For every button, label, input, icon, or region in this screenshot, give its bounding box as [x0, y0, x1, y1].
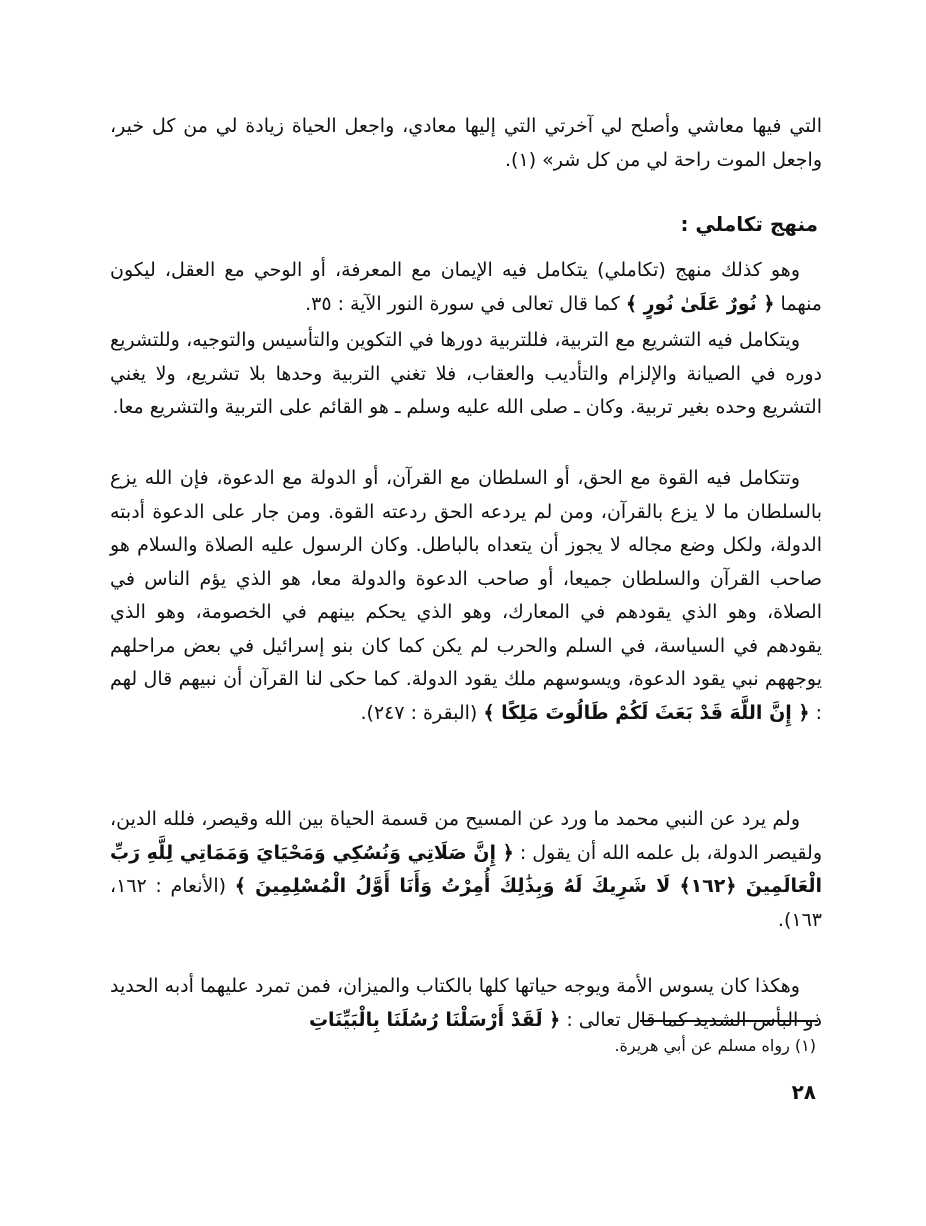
quran-verse: ﴿ إِنَّ صَلَاتِي وَنُسُكِي وَمَحْيَايَ وَمَمَاتِي لِلَّهِ رَبِّ الْعَالَمِينَ ﴿١٦٢﴾ لَا شَرِيكَ لَهُ وَبِذَٰلِكَ أُمِرْتُ وَأَنَا أَوَّلُ الْمُسْلِمِينَ ﴾ — [110, 841, 823, 897]
paragraph-4 — [110, 803, 822, 937]
intro-text: التي فيها معاشي وأصلح لي آخرتي التي إليها معادي، واجعل الحياة زيادة لي من كل خير، واجعل الموت راحة لي من كل شر» (١). — [110, 115, 822, 171]
quran-verse: ﴿ إِنَّ اللَّهَ قَدْ بَعَثَ لَكُمْ طَالُوتَ مَلِكًا ﴾ — [483, 701, 810, 724]
paragraph-text: وتتكامل فيه القوة مع الحق، أو السلطان مع القرآن، أو الدولة مع الدعوة، فإن الله يزع بالسلطان ما لا يزع بالقرآن، ومن لم يردعه الحق ردعته القوة. ومن جار على الدعوة أدبته الدولة، ولكل وضع مجاله لا يجوز أن يتعداه بالباطل. وكان الرسول عليه الصلاة والسلام هو صاحب القرآن والسلطان جميعا، أو صاحب الدعوة والدولة معا، هو الذي يؤم الناس في الصلاة، وهو الذي يقودهم في المعارك، وهو الذي يحكم بينهم في الخصومة، وهو الذي يقودهم في السياسة، في السلم والحرب لم يكن كما كان بنو إسرائيل في بعض مراحلهم يوجههم نبي يقود الدعوة، ويسوسهم ملك يقود الدولة. كما حكى لنا القرآن أن نبيهم قال لهم : — [110, 467, 822, 724]
footnote-divider — [640, 1020, 818, 1022]
paragraph-text: كما قال تعالى في سورة النور الآية : ٣٥. — [305, 292, 620, 315]
page-number: ٢٨ — [791, 1080, 816, 1104]
section-heading: منهج تكاملي : — [680, 212, 818, 236]
verse-reference: (البقرة : ٢٤٧). — [360, 701, 478, 724]
paragraph-text: ويتكامل فيه التشريع مع التربية، فللتربية دورها في التكوين والتأسيس والتوجيه، وللتشريع دوره في الصيانة والإلزام والتأديب والعقاب، فلا تغني التربية وحدها بلا تشريع، ولا يغني التشريع وحده بغير تربية. وكان ـ صلى الله عليه وسلم ـ هو القائم على التربية والتشريع معا. — [110, 329, 822, 418]
paragraph-3 — [110, 462, 822, 730]
paragraph-text: وهو كذلك منهج (تكاملي) يتكامل فيه الإيمان مع المعرفة، أو الوحي مع العقل، ليكون منهما — [110, 259, 822, 315]
paragraph-text: ولم يرد عن النبي محمد ما ورد عن المسيح من قسمة الحياة بين الله وقيصر، فلله الدين، ولقيصر الدولة، بل علمه الله أن يقول : — [110, 808, 822, 864]
paragraph-2 — [110, 324, 822, 425]
paragraph-5 — [110, 970, 822, 1037]
intro-paragraph — [110, 110, 822, 177]
footnote: (١) رواه مسلم عن أبي هريرة. — [614, 1036, 816, 1055]
quran-verse: ﴿ لَقَدْ أَرْسَلْنَا رُسُلَنَا بِالْبَيِّنَاتِ — [308, 1008, 561, 1031]
quran-verse: ﴿ نُورٌ عَلَىٰ نُورٍ ﴾ — [625, 292, 775, 315]
paragraph-text: وهكذا كان يسوس الأمة ويوجه حياتها كلها بالكتاب والميزان، فمن تمرد عليهما أدبه الحديد ذو البأس الشديد كما قال تعالى : — [110, 975, 822, 1031]
paragraph-1 — [110, 254, 822, 321]
verse-reference: (الأنعام : ١٦٢، ١٦٣). — [110, 875, 822, 931]
